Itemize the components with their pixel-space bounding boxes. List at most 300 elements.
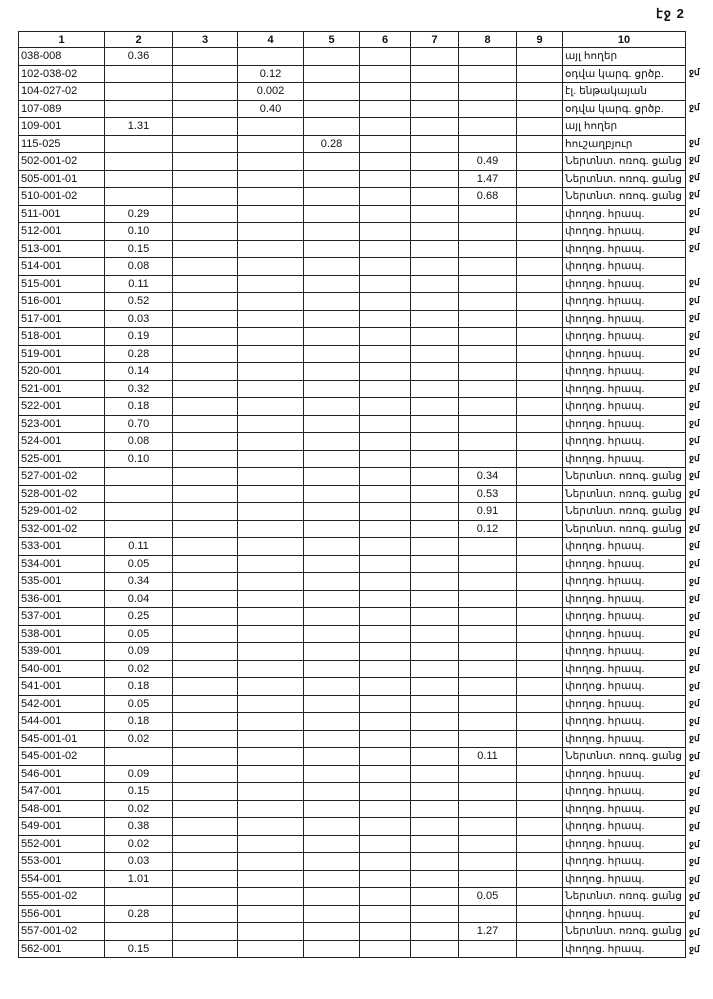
area-cell-col5 <box>304 590 360 608</box>
parcel-code-cell: 536-001 <box>19 590 105 608</box>
area-cell-col4 <box>238 380 304 398</box>
area-cell-col8 <box>459 328 517 346</box>
area-cell-col3 <box>173 223 238 241</box>
area-cell-col5 <box>304 695 360 713</box>
parcel-code-cell: 516-001 <box>19 293 105 311</box>
area-cell-col7 <box>411 415 459 433</box>
land-use-cell: փողոց. հրապ. <box>563 870 686 888</box>
margin-mark: ջմ <box>689 206 700 217</box>
area-cell-col9 <box>517 853 563 871</box>
land-use-cell: Ներտնտ. ոռոգ. ցանց <box>563 468 686 486</box>
margin-mark: ջմ <box>689 364 700 375</box>
area-cell-col2 <box>105 135 173 153</box>
area-cell-col2: 1.31 <box>105 118 173 136</box>
land-use-cell: փողոց. հրապ. <box>563 625 686 643</box>
area-cell-col7 <box>411 765 459 783</box>
area-cell-col4 <box>238 188 304 206</box>
area-cell-col7 <box>411 118 459 136</box>
land-use-cell: օդվա կարգ. ցրծբ. <box>563 65 686 83</box>
area-cell-col6 <box>360 345 411 363</box>
area-cell-col5 <box>304 345 360 363</box>
area-cell-col9 <box>517 310 563 328</box>
area-cell-col5 <box>304 450 360 468</box>
parcel-code-cell: 519-001 <box>19 345 105 363</box>
area-cell-col3 <box>173 940 238 958</box>
area-cell-col8 <box>459 730 517 748</box>
area-cell-col6 <box>360 678 411 696</box>
area-cell-col5 <box>304 800 360 818</box>
area-cell-col4 <box>238 398 304 416</box>
margin-mark: ջմ <box>689 417 700 428</box>
area-cell-col5 <box>304 660 360 678</box>
area-cell-col5 <box>304 678 360 696</box>
area-cell-col6 <box>360 888 411 906</box>
area-cell-col2 <box>105 468 173 486</box>
area-cell-col8 <box>459 800 517 818</box>
parcel-code-cell: 517-001 <box>19 310 105 328</box>
area-cell-col6 <box>360 818 411 836</box>
area-cell-col5 <box>304 888 360 906</box>
area-cell-col3 <box>173 398 238 416</box>
area-cell-col7 <box>411 310 459 328</box>
parcel-code-cell: 552-001 <box>19 835 105 853</box>
table-row <box>19 678 686 696</box>
table-row <box>19 153 686 171</box>
area-cell-col8: 0.05 <box>459 888 517 906</box>
area-cell-col8 <box>459 118 517 136</box>
area-cell-col2: 0.70 <box>105 415 173 433</box>
column-header-3: 3 <box>173 32 238 48</box>
margin-mark: ջմ <box>689 786 700 797</box>
area-cell-col8 <box>459 363 517 381</box>
area-cell-col7 <box>411 695 459 713</box>
area-cell-col5 <box>304 748 360 766</box>
area-cell-col6 <box>360 468 411 486</box>
area-cell-col3 <box>173 520 238 538</box>
parcel-code-cell: 510-001-02 <box>19 188 105 206</box>
area-cell-col2 <box>105 485 173 503</box>
area-cell-col4 <box>238 363 304 381</box>
area-cell-col2: 0.09 <box>105 765 173 783</box>
area-cell-col7 <box>411 433 459 451</box>
area-cell-col2: 0.18 <box>105 713 173 731</box>
table-row <box>19 258 686 276</box>
area-cell-col2 <box>105 170 173 188</box>
area-cell-col5 <box>304 83 360 101</box>
area-cell-col9 <box>517 835 563 853</box>
area-cell-col9 <box>517 888 563 906</box>
area-cell-col8 <box>459 83 517 101</box>
area-cell-col9 <box>517 363 563 381</box>
parcel-code-cell: 505-001-01 <box>19 170 105 188</box>
table-row <box>19 293 686 311</box>
area-cell-col4 <box>238 450 304 468</box>
area-cell-col4 <box>238 240 304 258</box>
area-cell-col2: 0.05 <box>105 625 173 643</box>
land-use-cell: փողոց. հրապ. <box>563 818 686 836</box>
area-cell-col2: 0.03 <box>105 853 173 871</box>
area-cell-col4 <box>238 888 304 906</box>
margin-mark: ջմ <box>689 522 700 533</box>
margin-mark: ջմ <box>689 908 700 919</box>
column-header-6: 6 <box>360 32 411 48</box>
area-cell-col5 <box>304 170 360 188</box>
margin-mark: ջմ <box>689 593 700 604</box>
area-cell-col7 <box>411 503 459 521</box>
area-cell-col8: 0.34 <box>459 468 517 486</box>
table-row <box>19 468 686 486</box>
area-cell-col6 <box>360 660 411 678</box>
area-cell-col3 <box>173 695 238 713</box>
parcel-code-cell: 534-001 <box>19 555 105 573</box>
parcel-code-cell: 535-001 <box>19 573 105 591</box>
area-cell-col9 <box>517 503 563 521</box>
area-cell-col2 <box>105 520 173 538</box>
area-cell-col9 <box>517 240 563 258</box>
area-cell-col9 <box>517 555 563 573</box>
area-cell-col8: 1.47 <box>459 170 517 188</box>
area-cell-col6 <box>360 275 411 293</box>
area-cell-col9 <box>517 433 563 451</box>
area-cell-col3 <box>173 643 238 661</box>
area-cell-col6 <box>360 520 411 538</box>
area-cell-col5 <box>304 258 360 276</box>
table-row <box>19 643 686 661</box>
area-cell-col8 <box>459 240 517 258</box>
area-cell-col8: 0.91 <box>459 503 517 521</box>
column-header-5: 5 <box>304 32 360 48</box>
area-cell-col2: 0.02 <box>105 835 173 853</box>
area-cell-col7 <box>411 608 459 626</box>
area-cell-col4 <box>238 923 304 941</box>
area-cell-col7 <box>411 783 459 801</box>
area-cell-col7 <box>411 678 459 696</box>
table-row <box>19 485 686 503</box>
area-cell-col9 <box>517 660 563 678</box>
table-row <box>19 188 686 206</box>
area-cell-col5 <box>304 818 360 836</box>
margin-mark: ջմ <box>689 470 700 481</box>
area-cell-col8 <box>459 205 517 223</box>
land-use-cell: փողոց. հրապ. <box>563 660 686 678</box>
area-cell-col7 <box>411 940 459 958</box>
area-cell-col2: 0.15 <box>105 940 173 958</box>
land-use-cell: Ներտնտ. ոռոգ. ցանց <box>563 503 686 521</box>
area-cell-col8 <box>459 275 517 293</box>
area-cell-col3 <box>173 118 238 136</box>
area-cell-col8 <box>459 765 517 783</box>
table-row <box>19 433 686 451</box>
area-cell-col2: 0.18 <box>105 398 173 416</box>
area-cell-col8 <box>459 678 517 696</box>
parcel-code-cell: 527-001-02 <box>19 468 105 486</box>
parcel-code-cell: 537-001 <box>19 608 105 626</box>
area-cell-col6 <box>360 310 411 328</box>
area-cell-col6 <box>360 363 411 381</box>
margin-mark: ջմ <box>689 189 700 200</box>
table-row <box>19 573 686 591</box>
table-row <box>19 328 686 346</box>
area-cell-col2: 0.10 <box>105 223 173 241</box>
margin-mark: ջմ <box>689 733 700 744</box>
area-cell-col4 <box>238 695 304 713</box>
area-cell-col4 <box>238 345 304 363</box>
area-cell-col8 <box>459 433 517 451</box>
table-body <box>19 48 686 958</box>
area-cell-col7 <box>411 153 459 171</box>
area-cell-col6 <box>360 748 411 766</box>
area-cell-col5 <box>304 415 360 433</box>
area-cell-col5 <box>304 153 360 171</box>
area-cell-col3 <box>173 573 238 591</box>
area-cell-col4 <box>238 503 304 521</box>
area-cell-col3 <box>173 258 238 276</box>
area-cell-col4 <box>238 783 304 801</box>
land-use-cell: փողոց. հրապ. <box>563 258 686 276</box>
margin-mark: ջմ <box>689 171 700 182</box>
area-cell-col2: 0.02 <box>105 800 173 818</box>
area-cell-col6 <box>360 485 411 503</box>
area-cell-col8 <box>459 940 517 958</box>
area-cell-col8 <box>459 660 517 678</box>
area-cell-col2: 0.29 <box>105 205 173 223</box>
area-cell-col9 <box>517 520 563 538</box>
area-cell-col8 <box>459 135 517 153</box>
area-cell-col6 <box>360 223 411 241</box>
land-use-cell: Ներտնտ. ոռոգ. ցանց <box>563 188 686 206</box>
parcel-code-cell: 528-001-02 <box>19 485 105 503</box>
land-use-cell: փողոց. հրապ. <box>563 398 686 416</box>
area-cell-col3 <box>173 538 238 556</box>
table-row <box>19 590 686 608</box>
land-use-cell: Ներտնտ. ոռոգ. ցանց <box>563 153 686 171</box>
area-cell-col4 <box>238 555 304 573</box>
area-cell-col3 <box>173 275 238 293</box>
area-cell-col7 <box>411 748 459 766</box>
land-use-cell: փողոց. հրապ. <box>563 240 686 258</box>
area-cell-col4 <box>238 258 304 276</box>
area-cell-col7 <box>411 713 459 731</box>
area-cell-col8 <box>459 625 517 643</box>
area-cell-col9 <box>517 275 563 293</box>
area-cell-col6 <box>360 188 411 206</box>
area-cell-col4 <box>238 205 304 223</box>
parcel-code-cell: 532-001-02 <box>19 520 105 538</box>
area-cell-col5 <box>304 468 360 486</box>
area-cell-col8 <box>459 555 517 573</box>
parcel-code-cell: 109-001 <box>19 118 105 136</box>
land-parcel-table <box>18 31 686 958</box>
margin-mark: ջմ <box>689 505 700 516</box>
area-cell-col6 <box>360 48 411 66</box>
area-cell-col4 <box>238 835 304 853</box>
area-cell-col7 <box>411 923 459 941</box>
area-cell-col5 <box>304 783 360 801</box>
area-cell-col2: 0.05 <box>105 555 173 573</box>
area-cell-col5 <box>304 870 360 888</box>
area-cell-col3 <box>173 608 238 626</box>
land-use-cell: փողոց. հրապ. <box>563 328 686 346</box>
parcel-code-cell: 540-001 <box>19 660 105 678</box>
area-cell-col6 <box>360 503 411 521</box>
area-cell-col6 <box>360 853 411 871</box>
area-cell-col6 <box>360 258 411 276</box>
table-row <box>19 538 686 556</box>
margin-mark: ջմ <box>689 277 700 288</box>
area-cell-col9 <box>517 485 563 503</box>
area-cell-col2: 0.32 <box>105 380 173 398</box>
area-cell-col2 <box>105 100 173 118</box>
area-cell-col5 <box>304 538 360 556</box>
parcel-code-cell: 542-001 <box>19 695 105 713</box>
table-row <box>19 503 686 521</box>
area-cell-col5 <box>304 905 360 923</box>
area-cell-col2: 0.15 <box>105 783 173 801</box>
table-row <box>19 783 686 801</box>
table-row <box>19 660 686 678</box>
area-cell-col4 <box>238 275 304 293</box>
area-cell-col5 <box>304 520 360 538</box>
land-use-cell: փողոց. հրապ. <box>563 380 686 398</box>
area-cell-col7 <box>411 818 459 836</box>
area-cell-col6 <box>360 608 411 626</box>
table-row <box>19 713 686 731</box>
area-cell-col6 <box>360 450 411 468</box>
land-use-cell: փողոց. հրապ. <box>563 293 686 311</box>
parcel-code-cell: 562-001 <box>19 940 105 958</box>
table-row <box>19 888 686 906</box>
area-cell-col3 <box>173 205 238 223</box>
land-use-cell: փողոց. հրապ. <box>563 415 686 433</box>
area-cell-col8 <box>459 713 517 731</box>
area-cell-col9 <box>517 153 563 171</box>
area-cell-col5 <box>304 310 360 328</box>
area-cell-col8: 0.12 <box>459 520 517 538</box>
parcel-code-cell: 522-001 <box>19 398 105 416</box>
area-cell-col7 <box>411 223 459 241</box>
area-cell-col5 <box>304 223 360 241</box>
area-cell-col8: 0.53 <box>459 485 517 503</box>
area-cell-col5 <box>304 608 360 626</box>
parcel-code-cell: 523-001 <box>19 415 105 433</box>
area-cell-col7 <box>411 450 459 468</box>
margin-mark: ջմ <box>689 540 700 551</box>
area-cell-col3 <box>173 363 238 381</box>
land-use-cell: օդվա կարգ. ցրծբ. <box>563 100 686 118</box>
parcel-code-cell: 541-001 <box>19 678 105 696</box>
margin-mark: ջմ <box>689 838 700 849</box>
area-cell-col4 <box>238 310 304 328</box>
area-cell-col2: 0.09 <box>105 643 173 661</box>
area-cell-col4 <box>238 538 304 556</box>
area-cell-col6 <box>360 433 411 451</box>
area-cell-col2: 0.14 <box>105 363 173 381</box>
area-cell-col3 <box>173 310 238 328</box>
area-cell-col3 <box>173 783 238 801</box>
area-cell-col7 <box>411 853 459 871</box>
parcel-code-cell: 520-001 <box>19 363 105 381</box>
area-cell-col8 <box>459 293 517 311</box>
area-cell-col8 <box>459 450 517 468</box>
area-cell-col2 <box>105 888 173 906</box>
area-cell-col7 <box>411 65 459 83</box>
table-row <box>19 380 686 398</box>
area-cell-col8 <box>459 310 517 328</box>
margin-mark: ջմ <box>689 66 700 77</box>
area-cell-col9 <box>517 450 563 468</box>
land-use-cell: հուշաղբյուր <box>563 135 686 153</box>
area-cell-col4 <box>238 800 304 818</box>
area-cell-col8 <box>459 608 517 626</box>
area-cell-col6 <box>360 380 411 398</box>
area-cell-col6 <box>360 240 411 258</box>
area-cell-col8 <box>459 870 517 888</box>
area-cell-col7 <box>411 485 459 503</box>
area-cell-col4 <box>238 940 304 958</box>
area-cell-col5 <box>304 65 360 83</box>
area-cell-col9 <box>517 118 563 136</box>
area-cell-col5 <box>304 730 360 748</box>
area-cell-col9 <box>517 590 563 608</box>
area-cell-col7 <box>411 83 459 101</box>
area-cell-col3 <box>173 818 238 836</box>
area-cell-col4 <box>238 170 304 188</box>
margin-mark: ջմ <box>689 751 700 761</box>
area-cell-col2: 0.11 <box>105 538 173 556</box>
area-cell-col6 <box>360 170 411 188</box>
area-cell-col8 <box>459 258 517 276</box>
area-cell-col9 <box>517 748 563 766</box>
land-use-cell: փողոց. հրապ. <box>563 643 686 661</box>
area-cell-col5 <box>304 328 360 346</box>
area-cell-col3 <box>173 923 238 941</box>
area-cell-col2 <box>105 188 173 206</box>
area-cell-col7 <box>411 468 459 486</box>
area-cell-col3 <box>173 485 238 503</box>
area-cell-col6 <box>360 293 411 311</box>
area-cell-col3 <box>173 713 238 731</box>
land-use-cell: փողոց. հրապ. <box>563 363 686 381</box>
area-cell-col9 <box>517 800 563 818</box>
land-use-cell: Ներտնտ. ոռոգ. ցանց <box>563 923 686 941</box>
area-cell-col4 <box>238 223 304 241</box>
area-cell-col3 <box>173 748 238 766</box>
area-cell-col4 <box>238 415 304 433</box>
area-cell-col3 <box>173 835 238 853</box>
land-use-cell: փողոց. հրապ. <box>563 310 686 328</box>
area-cell-col3 <box>173 678 238 696</box>
area-cell-col4 <box>238 48 304 66</box>
land-use-cell: փողոց. հրապ. <box>563 765 686 783</box>
area-cell-col7 <box>411 800 459 818</box>
area-cell-col5 <box>304 188 360 206</box>
area-cell-col4 <box>238 573 304 591</box>
table-row <box>19 65 686 83</box>
area-cell-col7 <box>411 870 459 888</box>
area-cell-col5 <box>304 625 360 643</box>
area-cell-col7 <box>411 835 459 853</box>
area-cell-col9 <box>517 83 563 101</box>
area-cell-col4 <box>238 818 304 836</box>
area-cell-col7 <box>411 363 459 381</box>
area-cell-col2: 0.08 <box>105 258 173 276</box>
area-cell-col7 <box>411 135 459 153</box>
area-cell-col7 <box>411 555 459 573</box>
area-cell-col7 <box>411 328 459 346</box>
area-cell-col6 <box>360 835 411 853</box>
area-cell-col9 <box>517 135 563 153</box>
area-cell-col5 <box>304 275 360 293</box>
